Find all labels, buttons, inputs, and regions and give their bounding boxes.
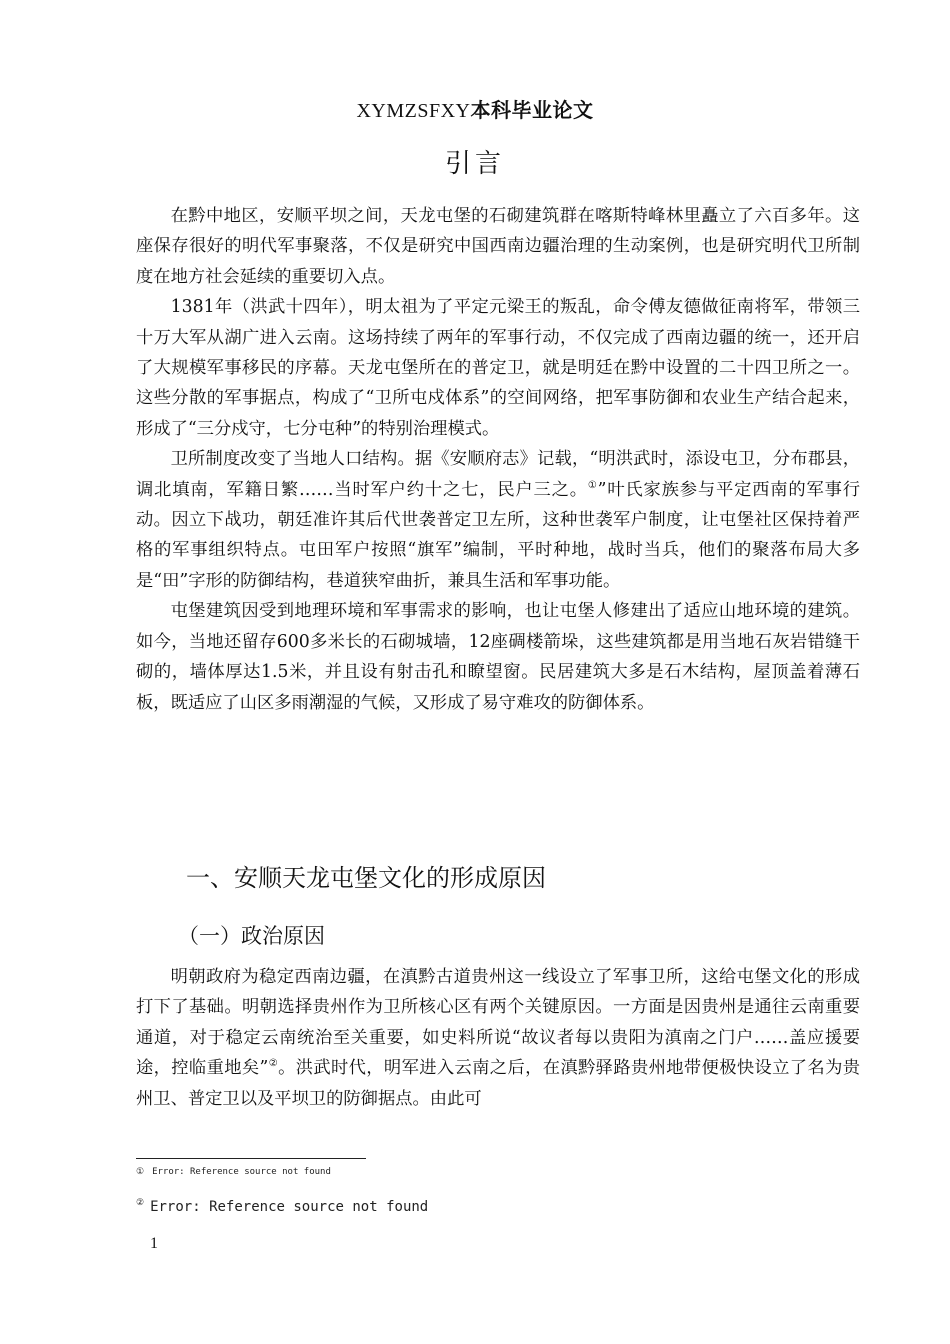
footnote-1-mark: ① bbox=[136, 1167, 145, 1177]
footnote-ref-1[interactable]: ① bbox=[587, 479, 598, 491]
intro-paragraph-4: 屯堡建筑因受到地理环境和军事需求的影响，也让屯堡人修建出了适应山地环境的建筑。如今，当地还留存600多米长的石砌城墙，12座碉楼箭垛，这些建筑都是用当地石灰岩错缝干砌的，墙体厚达1.5米，并且设有射击孔和瞭望窗。民居建筑大多是石木结构，屋顶盖着薄石板，既适应了山区多雨潮湿的气候，又形成了易守难攻的防御体系。 bbox=[136, 601, 860, 713]
footnote-2-mark: ② bbox=[136, 1198, 145, 1209]
footnote-divider bbox=[136, 1158, 366, 1159]
intro-paragraph-1: 在黔中地区，安顺平坝之间，天龙屯堡的石砌建筑群在喀斯特峰林里矗立了六百多年。这座保存很好的明代军事聚落，不仅是研究中国西南边疆治理的生动案例，也是研究明代卫所制度在地方社会延续的重要切入点。 bbox=[136, 206, 860, 287]
header-thesis-label: 本科毕业论文 bbox=[470, 98, 594, 122]
header-school-code: XYMZSFXY bbox=[356, 100, 471, 122]
section-1-paragraph-1 bbox=[136, 962, 860, 1114]
intro-paragraph-3 bbox=[136, 444, 860, 596]
intro-body bbox=[136, 201, 860, 718]
footnote-ref-2[interactable]: ② bbox=[268, 1058, 279, 1070]
page-header bbox=[0, 94, 950, 123]
intro-paragraph-2: 1381年（洪武十四年），明太祖为了平定元梁王的叛乱，命令傅友德做征南将军，带领三十万大军从湖广进入云南。这场持续了两年的军事行动，不仅完成了西南边疆的统一，还开启了大规模军事移民的序幕。天龙屯堡所在的普定卫，就是明廷在黔中设置的二十四卫所之一。这些分散的军事据点，构成了“卫所屯戍体系”的空间网络，把军事防御和农业生产结合起来，形成了“三分戍守，七分屯种”的特别治理模式。 bbox=[136, 297, 860, 439]
section-1-paragraph-1-text-b: 。洪武时代，明军进入云南之后，在滇黔驿路贵州地带便极快设立了名为贵州卫、普定卫以及平坝卫的防御据点。由此可 bbox=[136, 1058, 860, 1109]
intro-paragraph-3-text-b: ”叶氏家族参与平定西南的军事行动。因立下战功，朝廷准许其后代世袭普定卫左所，这种世袭军户制度，让屯堡社区保持着严格的军事组织特点。屯田军户按照“旗军”编制，平时种地，战时当兵，他们的聚落布局大多是“田”字形的防御结构，巷道狭窄曲折，兼具生活和军事功能。 bbox=[136, 479, 860, 591]
page-number: 1 bbox=[150, 1235, 158, 1252]
section-1-paragraph-1-text-a: 明朝政府为稳定西南边疆，在滇黔古道贵州这一线设立了军事卫所，这给屯堡文化的形成打下了基础。明朝选择贵州作为卫所核心区有两个关键原因。一方面是因贵州是通往云南重要通道，对于稳定云南统治至关重要，如史料所说“故议者每以贵阳为滇南之门户……盖应援要途，控临重地矣” bbox=[136, 967, 860, 1079]
footnote-2-text: Error: Reference source not found bbox=[150, 1199, 429, 1215]
subsection-1-1-title: （一）政治原因 bbox=[178, 924, 325, 948]
section-1-body bbox=[136, 962, 860, 1114]
intro-paragraph-3-text-a: 卫所制度改变了当地人口结构。据《安顺府志》记载，“明洪武时，添设屯卫，分布郡县，调北填南，军籍日繁……当时军户约十之七，民户三之。 bbox=[136, 449, 860, 500]
footnote-1 bbox=[136, 1167, 331, 1177]
chapter-title: 引言 bbox=[444, 149, 505, 179]
footnote-2 bbox=[136, 1199, 428, 1215]
section-1-title: 一、安顺天龙屯堡文化的形成原因 bbox=[186, 864, 546, 892]
footnote-1-text: Error: Reference source not found bbox=[152, 1167, 331, 1177]
